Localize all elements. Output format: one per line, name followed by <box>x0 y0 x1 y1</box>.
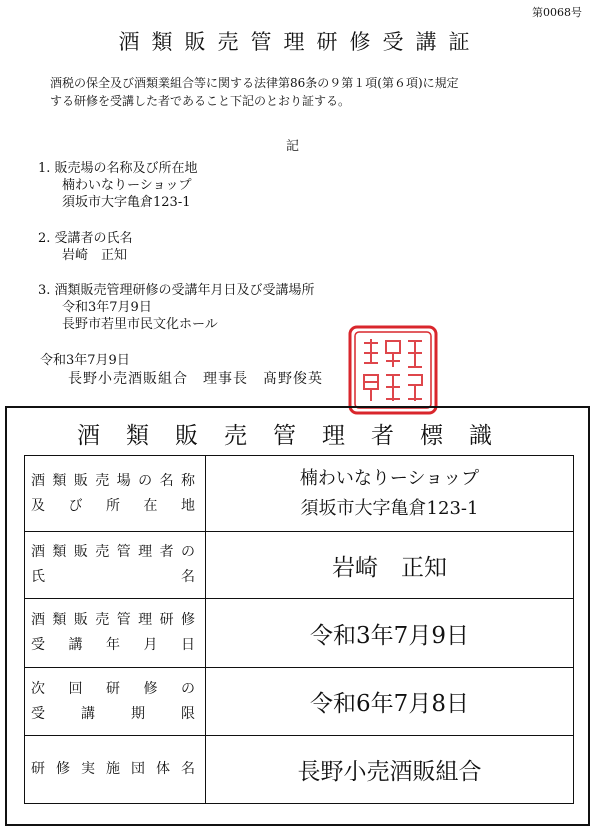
manager-signboard <box>5 406 590 826</box>
store-address-value: 須坂市大字亀倉123-1 <box>300 497 479 519</box>
item-heading: 2. 受講者の氏名 <box>38 231 133 246</box>
issue-date: 令和3年7月9日 <box>40 353 130 368</box>
sign-table <box>24 455 574 804</box>
row-label <box>25 736 206 804</box>
preamble-line: 酒税の保全及び酒類業組合等に関する法律第86条の９第１項(第６項)に規定 <box>50 76 459 90</box>
label-line: 酒類販売場の名称 <box>31 472 195 489</box>
next-deadline-value: 令和6年7月8日 <box>310 691 469 717</box>
trainee-name: 岩崎 正知 <box>62 248 128 263</box>
preamble-line: する研修を受講した者であること下記のとおり証する。 <box>50 94 351 108</box>
row-label <box>25 668 206 736</box>
item-heading: 3. 酒類販売管理研修の受講年月日及び受講場所 <box>38 283 315 298</box>
row-label <box>25 456 206 532</box>
store-name: 楠わいなりーショップ <box>62 178 192 193</box>
training-date: 令和3年7月9日 <box>62 300 152 315</box>
training-date-value: 令和3年7月9日 <box>310 622 469 649</box>
label-line: 研修実施団体名 <box>31 761 195 777</box>
row-label <box>25 532 206 599</box>
manager-name-value: 岩崎 正知 <box>332 554 447 581</box>
seal-stamp <box>346 323 440 417</box>
label-line: 氏名 <box>31 569 195 585</box>
row-label <box>25 599 206 668</box>
organizer-value: 長野小売酒販組合 <box>297 759 482 785</box>
row-value <box>206 456 574 532</box>
label-line: 酒類販売管理研修 <box>31 612 195 628</box>
label-line: 受講期限 <box>31 705 195 722</box>
ki-heading: 記 <box>286 139 300 154</box>
row-value <box>206 599 574 668</box>
training-venue: 長野市若里市民文化ホール <box>62 317 218 332</box>
issuer: 長野小売酒販組合 理事長 髙野俊英 <box>68 371 323 387</box>
table-row <box>25 736 574 804</box>
certificate-number: 第0068号 <box>532 6 582 19</box>
label-line: 受講年月日 <box>31 637 195 653</box>
table-row <box>25 599 574 668</box>
item-store <box>38 160 198 211</box>
label-line: 及び所在地 <box>31 497 195 514</box>
table-row <box>25 532 574 599</box>
item-training <box>38 282 315 333</box>
row-value <box>206 736 574 804</box>
store-address: 須坂市大字亀倉123-1 <box>62 195 191 210</box>
table-row <box>25 668 574 736</box>
label-line: 酒類販売管理者の <box>31 544 195 560</box>
certificate-preamble <box>50 74 459 110</box>
label-line: 次回研修の <box>31 680 195 697</box>
item-trainee <box>38 230 133 264</box>
item-heading: 1. 販売場の名称及び所在地 <box>38 161 198 176</box>
sign-title: 酒類販売管理者標識 <box>77 423 518 449</box>
row-value <box>206 668 574 736</box>
certificate-title: 酒類販売管理研修受講証 <box>118 30 482 54</box>
store-name-value: 楠わいなりーショップ <box>299 467 480 489</box>
table-row <box>25 456 574 532</box>
row-value <box>206 532 574 599</box>
